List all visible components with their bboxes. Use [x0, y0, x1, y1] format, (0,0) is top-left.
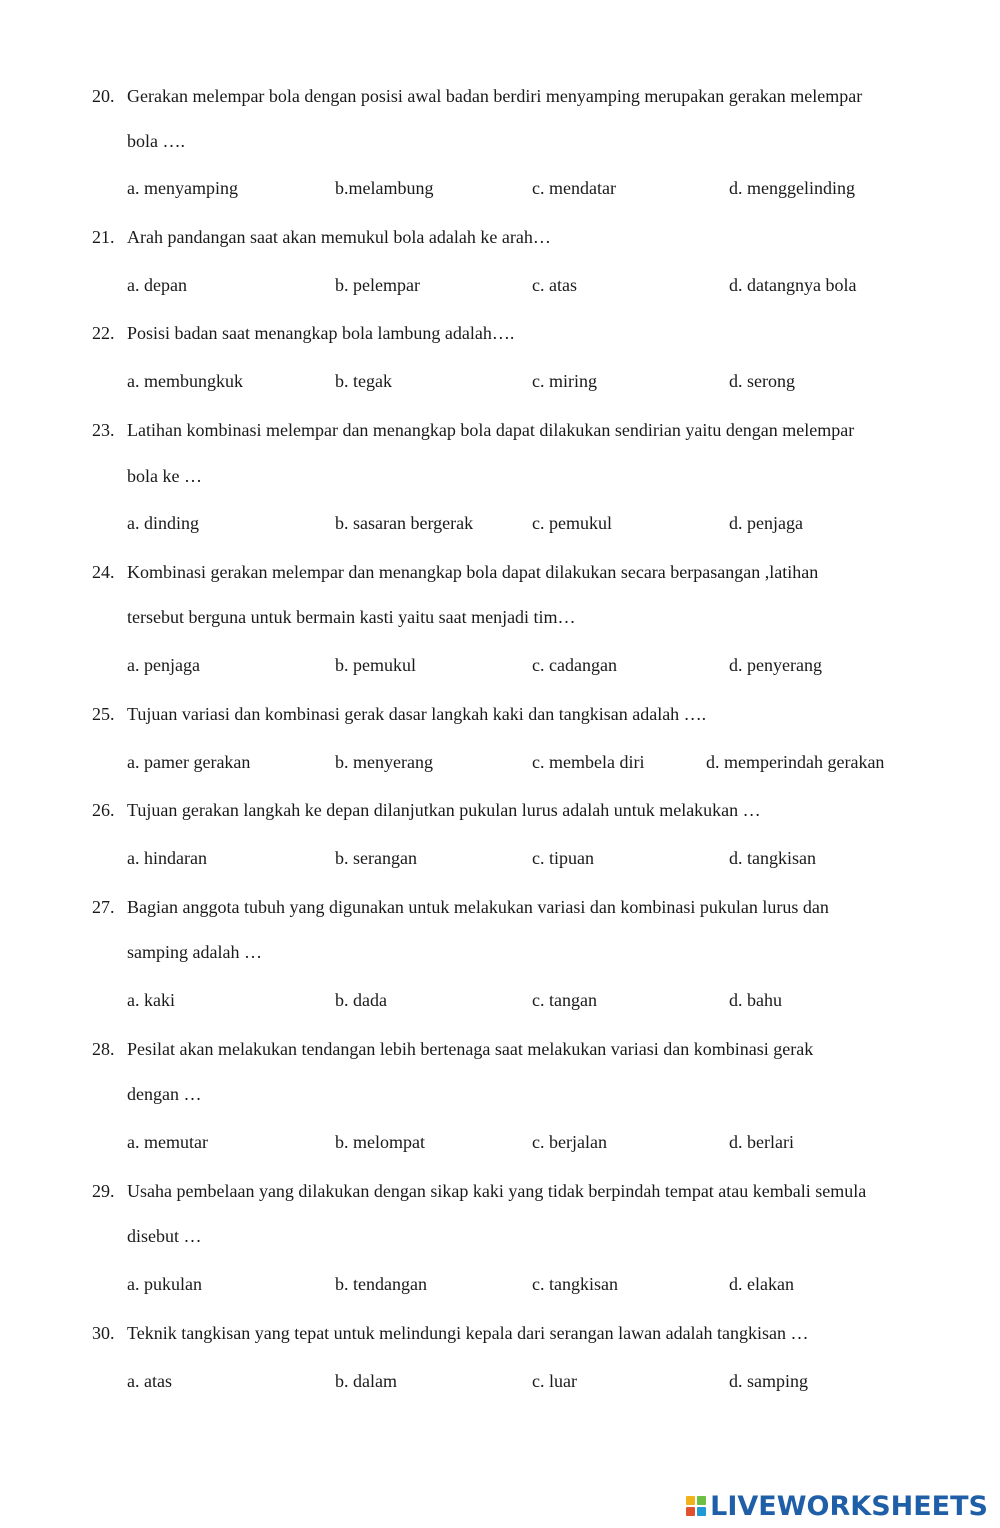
question-text: Pesilat akan melakukan tendangan lebih bertenaga saat melakukan variasi dan kombinasi gerak — [127, 1039, 814, 1059]
option-d[interactable]: d. berlari — [729, 1132, 794, 1152]
option-a[interactable]: a. kaki — [127, 990, 175, 1010]
question-text: Arah pandangan saat akan memukul bola adalah ke arah… — [127, 227, 551, 247]
option-d[interactable]: d. memperindah gerakan — [706, 752, 885, 772]
liveworksheets-logo-icon — [686, 1496, 706, 1516]
option-c[interactable]: c. mendatar — [532, 178, 616, 198]
liveworksheets-logo[interactable] — [686, 1490, 988, 1522]
option-c[interactable]: c. miring — [532, 371, 597, 391]
option-d[interactable]: d. penjaga — [729, 513, 803, 533]
question-text: Gerakan melempar bola dengan posisi awal badan berdiri menyamping merupakan gerakan melempar — [127, 86, 863, 106]
question-number: 22. — [92, 323, 115, 343]
option-a[interactable]: a. dinding — [127, 513, 199, 533]
option-a[interactable]: a. hindaran — [127, 848, 207, 868]
option-a[interactable]: a. pamer gerakan — [127, 752, 251, 772]
option-c[interactable]: c. atas — [532, 275, 577, 295]
option-c[interactable]: c. tangan — [532, 990, 597, 1010]
question-number: 25. — [92, 704, 115, 724]
question-text: dengan … — [127, 1084, 202, 1104]
option-b[interactable]: b. serangan — [335, 848, 417, 868]
option-b[interactable]: b.melambung — [335, 178, 434, 198]
option-c[interactable]: c. tangkisan — [532, 1274, 618, 1294]
question-number: 28. — [92, 1039, 115, 1059]
option-c[interactable]: c. pemukul — [532, 513, 612, 533]
option-c[interactable]: c. berjalan — [532, 1132, 607, 1152]
question-text: disebut … — [127, 1226, 202, 1246]
question-number: 23. — [92, 420, 115, 440]
option-d[interactable]: d. tangkisan — [729, 848, 816, 868]
option-b[interactable]: b. melompat — [335, 1132, 425, 1152]
question-number: 21. — [92, 227, 115, 247]
option-a[interactable]: a. penjaga — [127, 655, 200, 675]
option-a[interactable]: a. membungkuk — [127, 371, 243, 391]
question-text: samping adalah … — [127, 942, 262, 962]
option-a[interactable]: a. depan — [127, 275, 187, 295]
option-c[interactable]: c. membela diri — [532, 752, 645, 772]
question-number: 26. — [92, 800, 115, 820]
question-text: Posisi badan saat menangkap bola lambung adalah…. — [127, 323, 515, 343]
option-d[interactable]: d. elakan — [729, 1274, 794, 1294]
question-text: Tujuan gerakan langkah ke depan dilanjutkan pukulan lurus adalah untuk melakukan … — [127, 800, 761, 820]
question-text: bola ke … — [127, 466, 202, 486]
question-number: 27. — [92, 897, 115, 917]
option-d[interactable]: d. serong — [729, 371, 795, 391]
question-text: Tujuan variasi dan kombinasi gerak dasar langkah kaki dan tangkisan adalah …. — [127, 704, 707, 724]
option-b[interactable]: b. dalam — [335, 1371, 397, 1391]
option-a[interactable]: a. menyamping — [127, 178, 238, 198]
question-text: Latihan kombinasi melempar dan menangkap bola dapat dilakukan sendirian yaitu dengan melempar — [127, 420, 855, 440]
option-a[interactable]: a. pukulan — [127, 1274, 202, 1294]
option-d[interactable]: d. samping — [729, 1371, 808, 1391]
option-b[interactable]: b. menyerang — [335, 752, 433, 772]
option-d[interactable]: d. penyerang — [729, 655, 822, 675]
option-c[interactable]: c. luar — [532, 1371, 577, 1391]
question-text: Teknik tangkisan yang tepat untuk melindungi kepala dari serangan lawan adalah tangkisan … — [127, 1323, 809, 1343]
question-text: bola …. — [127, 131, 185, 151]
option-b[interactable]: b. tegak — [335, 371, 392, 391]
option-d[interactable]: d. bahu — [729, 990, 782, 1010]
option-d[interactable]: d. menggelinding — [729, 178, 855, 198]
question-number: 20. — [92, 86, 115, 106]
option-c[interactable]: c. tipuan — [532, 848, 594, 868]
option-c[interactable]: c. cadangan — [532, 655, 617, 675]
question-text: tersebut berguna untuk bermain kasti yaitu saat menjadi tim… — [127, 607, 576, 627]
question-number: 29. — [92, 1181, 115, 1201]
question-text: Bagian anggota tubuh yang digunakan untuk melakukan variasi dan kombinasi pukulan lurus dan — [127, 897, 829, 917]
question-number: 30. — [92, 1323, 115, 1343]
option-b[interactable]: b. dada — [335, 990, 387, 1010]
question-text: Kombinasi gerakan melempar dan menangkap bola dapat dilakukan secara berpasangan ,latihan — [127, 562, 819, 582]
question-text: Usaha pembelaan yang dilakukan dengan sikap kaki yang tidak berpindah tempat atau kembali semula — [127, 1181, 867, 1201]
option-a[interactable]: a. atas — [127, 1371, 172, 1391]
option-b[interactable]: b. pemukul — [335, 655, 416, 675]
logo-text: LIVEWORKSHEETS — [710, 1490, 988, 1522]
option-b[interactable]: b. tendangan — [335, 1274, 427, 1294]
option-d[interactable]: d. datangnya bola — [729, 275, 857, 295]
option-b[interactable]: b. pelempar — [335, 275, 420, 295]
option-b[interactable]: b. sasaran bergerak — [335, 513, 474, 533]
question-number: 24. — [92, 562, 115, 582]
option-a[interactable]: a. memutar — [127, 1132, 208, 1152]
